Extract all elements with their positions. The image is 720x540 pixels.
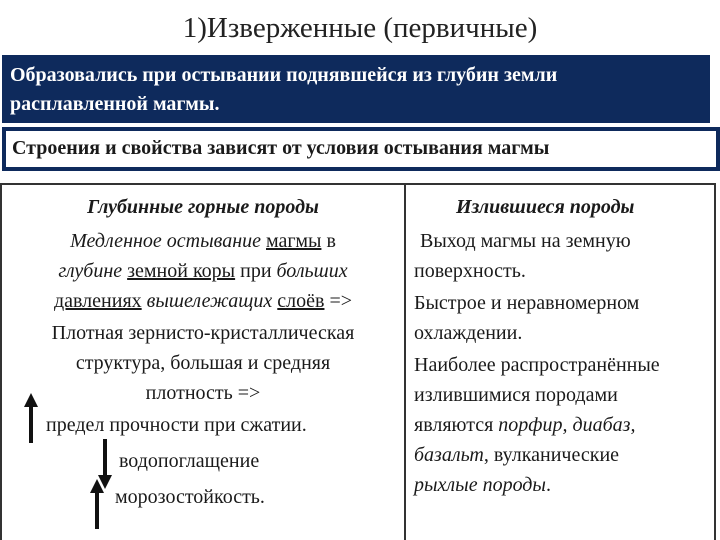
text-segment: магмы xyxy=(266,230,322,252)
deep-line-3 xyxy=(2,287,404,315)
effusive-line-2: поверхность. xyxy=(414,260,526,282)
deep-line-9: морозостойкость. xyxy=(115,486,265,508)
text-segment: рыхлые породы xyxy=(414,474,546,496)
deep-line-4: Плотная зернисто-кристаллическая xyxy=(51,322,355,344)
effusive-line-7 xyxy=(414,411,635,439)
text-segment: глубине xyxy=(58,260,128,282)
effusive-line-8 xyxy=(414,441,619,469)
deep-rocks-column xyxy=(2,185,406,540)
deep-line-5: структура, большая и средняя xyxy=(75,352,331,374)
text-segment: => xyxy=(324,290,353,312)
text-segment: порфир, диабаз, xyxy=(498,414,636,436)
text-segment: в xyxy=(321,230,336,252)
effusive-line-5: Наиболее распространённые xyxy=(414,354,660,376)
text-segment: слоёв xyxy=(277,290,325,312)
structure-box xyxy=(2,127,720,171)
text-segment: , вулканические xyxy=(483,444,620,466)
arrow-up-icon xyxy=(24,393,38,443)
deep-line-2 xyxy=(2,257,404,285)
deep-line-8: водопоглащение xyxy=(119,450,260,472)
effusive-line-3: Быстрое и неравномерном xyxy=(414,292,640,314)
structure-text: Строения и свойства зависят от условия остывания магмы xyxy=(6,131,716,167)
page-title: 1)Изверженные (первичные) xyxy=(182,12,538,44)
text-segment: больших xyxy=(276,260,348,282)
text-segment: являются xyxy=(414,414,499,436)
text-segment: Медленное остывание xyxy=(70,230,266,252)
effusive-line-6: излившимися породами xyxy=(414,384,618,406)
text-segment: . xyxy=(545,474,551,496)
deep-line-1 xyxy=(2,227,404,255)
effusive-rocks-heading: Излившиеся породы xyxy=(456,196,635,218)
text-segment: вышележащих xyxy=(141,290,278,312)
comparison-table xyxy=(0,183,716,540)
deep-line-7: предел прочности при сжатии. xyxy=(46,414,307,436)
text-segment: базальт xyxy=(414,444,484,466)
deep-line-6: плотность => xyxy=(145,382,261,404)
formation-box xyxy=(2,55,710,123)
arrow-up-icon xyxy=(90,479,104,529)
formation-line-1: Образовались при остывании поднявшейся из глубин земли xyxy=(10,64,558,86)
text-segment: земной коры xyxy=(127,260,236,282)
effusive-line-9 xyxy=(414,471,551,499)
text-segment: при xyxy=(235,260,277,282)
effusive-line-4: охлаждении. xyxy=(414,322,523,344)
deep-rocks-heading: Глубинные горные породы xyxy=(87,196,319,218)
effusive-line-1: Выход магмы на земную xyxy=(420,230,631,252)
text-segment: давлениях xyxy=(53,290,142,312)
effusive-rocks-column xyxy=(406,185,716,540)
formation-line-2: расплавленной магмы. xyxy=(10,93,220,115)
